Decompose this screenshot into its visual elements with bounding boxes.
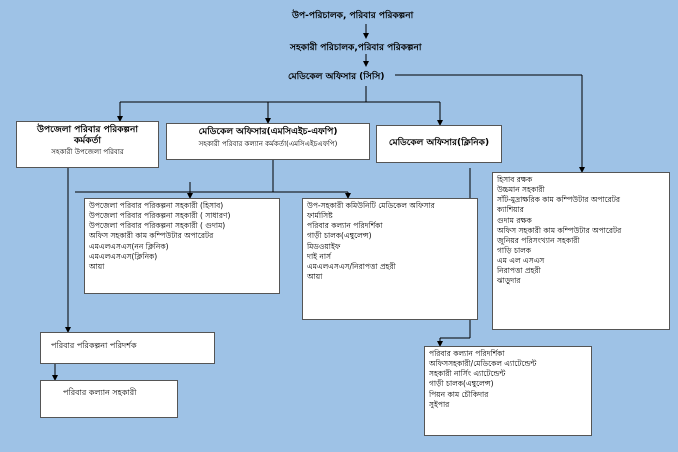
list-item: এম এল এসএস <box>497 256 545 265</box>
upazila-fp-officer-box <box>16 121 159 168</box>
clinic-officer-box <box>376 125 502 163</box>
list-item: এমএলএসএস(ক্লিনিক) <box>89 251 158 261</box>
list-item: পিয়ন কাম চৌকিদার <box>429 389 489 399</box>
list-item: অফিস সহকারী কাম কম্পিউটার অপারেটর <box>89 231 214 241</box>
list-item: আয়া <box>89 261 105 271</box>
list-item: সুইপার <box>429 399 450 409</box>
list-item: সহকারী নার্সিং এ্যাটেন্ডেন্ট <box>429 369 506 379</box>
list-item: গুদাম রক্ষক <box>497 215 532 225</box>
fw-assistant-label: পরিবার কল্যান সহকারী <box>63 388 137 397</box>
list-item: উপ-সহকারী কমিউনিটি মেডিকেল অফিসার <box>307 201 435 210</box>
list-item: এমএলএসএস(নন ক্লিনিক) <box>89 241 169 251</box>
list-item: গাড়ী চালক(এম্বুলেন্স) <box>429 379 494 389</box>
list-item: অফিসসহকারী/মেডিকেল এ্যাটেন্ডেন্ট <box>429 359 537 369</box>
list-item: উপজেলা পরিবার পরিকল্পনা সহকারী ( গুদাম) <box>89 221 226 231</box>
list-item: গাড়ি চালক <box>497 245 532 255</box>
upazila-fp-officer-title-2: কর্মকর্তা <box>74 136 101 147</box>
fp-inspector-box <box>40 332 215 364</box>
upazila-fp-officer-title: উপজেলা পরিবার পরিকল্পনা <box>37 125 138 135</box>
mch-fp-officer-sub: সহকারী পরিবার কল্যান কর্মকর্তা(এমসিএইচএফপি) <box>198 140 338 149</box>
list-item: ফার্মাসিষ্ট <box>307 211 333 221</box>
admin-staff-list-box <box>84 198 280 294</box>
upazila-fp-officer-sub: সহকারী উপজেলা পরিবার <box>51 147 124 156</box>
union-staff-list-box <box>424 346 592 436</box>
list-item: পরিবার কল্যান পরিদর্শিকা <box>307 221 383 231</box>
mch-fp-officer-title: মেডিকেল অফিসার(এমসিএইচ-এফপি) <box>198 127 338 137</box>
mch-fp-officer-box <box>166 123 370 160</box>
list-item: মিডওয়াইফ <box>307 241 341 251</box>
list-item: ঝাড়ুদার <box>497 276 521 286</box>
clinic-officer-title: মেডিকেল অফিসার(ক্লিনিক) <box>388 138 490 148</box>
mch-staff-list-box <box>302 198 478 320</box>
list-item: জুনিয়র পরিসংখ্যান সহকারী <box>497 235 580 245</box>
list-item: পরিবার কল্যান পরিদর্শিকা <box>429 349 505 358</box>
list-item: উপজেলা পরিবার পরিকল্পনা সহকারী (হিসাব) <box>89 201 224 210</box>
list-item: দাই নার্স <box>307 251 332 261</box>
list-item: গাড়ী চালক(এম্বুলেন্স) <box>307 231 372 241</box>
assistant-director-label: সহকারী পরিচালক,পরিবার পরিকল্পনা <box>290 43 422 53</box>
medical-officer-cc-label: মেডিকেল অফিসার (সিসি) <box>288 72 385 82</box>
clinic-staff-list-box <box>492 172 670 330</box>
list-item: ক্যাশিয়ার <box>497 205 524 215</box>
list-item: সাঁট-মুদ্রাক্ষরিক কাম কম্পিউটার অপারেটর <box>497 195 621 205</box>
deputy-director-label: উপ-পরিচালক, পরিবার পরিকল্পনা <box>292 11 414 21</box>
list-item: উপজেলা পরিবার পরিকল্পনা সহকারী ( সাধারণ) <box>89 211 231 221</box>
fp-inspector-label: পরিবার পরিকল্পনা পরিদর্শক <box>51 341 137 350</box>
fw-assistant-box <box>40 380 178 418</box>
list-item: এমএলএসএস/নিরাপত্তা প্রহরী <box>307 261 396 271</box>
list-item: নিরাপত্তা প্রহরী <box>497 266 541 276</box>
list-item: হিসাব রক্ষক <box>497 175 533 184</box>
list-item: আয়া <box>307 271 323 281</box>
list-item: অফিস সহকারী কাম কম্পিউটার অপারেটর <box>497 225 622 235</box>
list-item: উচ্চমান সহকারী <box>497 185 545 195</box>
